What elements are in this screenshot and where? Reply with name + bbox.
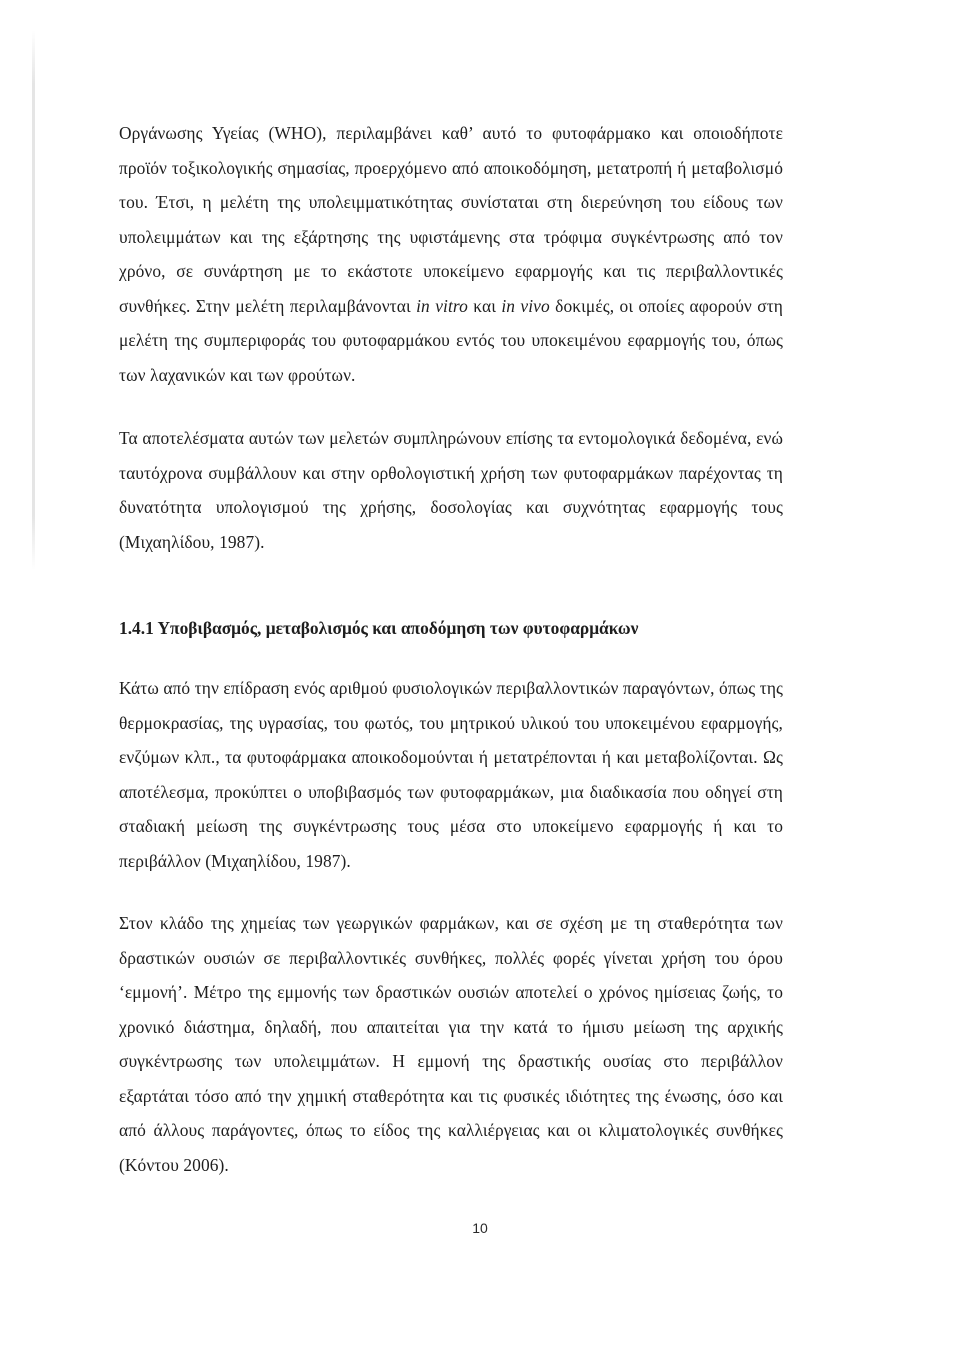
text-segment: Κάτω από την επίδραση ενός αριθμού φυσιολογικών περιβαλλοντικών παραγόντων, όπως της θερμοκρασίας, της υγρασίας, του φωτός, του μητρικού υλικού του υποκειμένου εφαρμογής, ενζύμων κλπ., τα φυτοφάρμακα αποικοδομούνται ή μετατρέπονται ή και μεταβολίζονται. Ως αποτέλεσμα, προκύπτει ο υποβιβασμός των φυτοφαρμάκων, μια διαδικασία που οδηγεί στη σταδιακή μείωση της συγκέντρωσης τους μέσα στο υποκείμενο εφαρμογής ή και το περιβάλλον (Μιχαηλίδου, 1987). — [119, 678, 783, 871]
page-number: 10 — [472, 1220, 488, 1236]
text-segment: Τα αποτελέσματα αυτών των μελετών συμπληρώνουν επίσης τα εντομολογικά δεδομένα, ενώ ταυτόχρονα συμβάλλουν και στην ορθολογιστική χρήση των φυτοφαρμάκων παρέχοντας τη δυνατότητα υπολογισμού της χρήσης, δοσολογίας και συχνότητας εφαρμογής τους (Μιχαηλίδου, 1987). — [119, 428, 783, 552]
paragraph-persistence — [119, 906, 783, 1182]
page-content — [119, 116, 783, 1182]
text-segment: Οργάνωσης Υγείας (WHO), περιλαμβάνει καθ’ αυτό το φυτοφάρμακο και οποιοδήποτε προϊόν τοξικολογικής σημασίας, προερχόμενο από αποικοδόμηση, μετατροπή ή μεταβολισμό του. Έτσι, η μελέτη της υπολειμματικότητας συνίσταται στη διερεύνηση του είδους των υπολειμμάτων και της εξάρτησης της υφιστάμενης στα τρόφιμα συγκέντρωσης από τον χρόνο, σε συνάρτηση με το εκάστοτε υποκείμενο εφαρμογής και τις περιβαλλοντικές συνθήκες. Στην μελέτη περιλαμβάνονται — [119, 123, 783, 316]
section-heading: 1.4.1 Υποβιβασμός, μεταβολισμός και αποδόμηση των φυτοφαρμάκων — [119, 618, 639, 638]
text-segment-italic: in vitro — [416, 295, 468, 316]
text-segment-italic: in vivo — [501, 295, 550, 316]
paragraph-study-results — [119, 421, 783, 559]
text-segment: και — [467, 295, 502, 316]
text-segment: Στον κλάδο της χημείας των γεωργικών φαρμάκων, και σε σχέση με τη σταθερότητα των δραστικών ουσιών σε περιβαλλοντικές συνθήκες, πολλές φορές γίνεται χρήση του όρου ‘εμμονή’. Μέτρο της εμμονής των δραστικών ουσιών αποτελεί ο χρόνος ημίσειας ζωής, το χρονικό διάστημα, δηλαδή, που απαιτείται για την κατά το ήμισυ μείωση της αρχικής συγκέντρωσης των υπολειμμάτων. Η εμμονή της δραστικής ουσίας στο περιβάλλον εξαρτάται τόσο από την χημική σταθερότητα και τις φυσικές ιδιότητες της ένωσης, όσο και από άλλους παράγοντες, όπως το είδος της καλλιέργειας και οι κλιματολογικές συνθήκες (Κόντου 2006). — [119, 913, 783, 1175]
scan-shadow-edge — [32, 30, 35, 570]
paragraph-residues-definition — [119, 116, 783, 392]
paragraph-degradation — [119, 671, 783, 878]
text-segment: δοκιμές, οι οποίες αφορούν στη μελέτη της συμπεριφοράς του φυτοφαρμάκου εντός του υποκειμένου εφαρμογής του, όπως των λαχανικών και των φρούτων. — [119, 295, 783, 385]
